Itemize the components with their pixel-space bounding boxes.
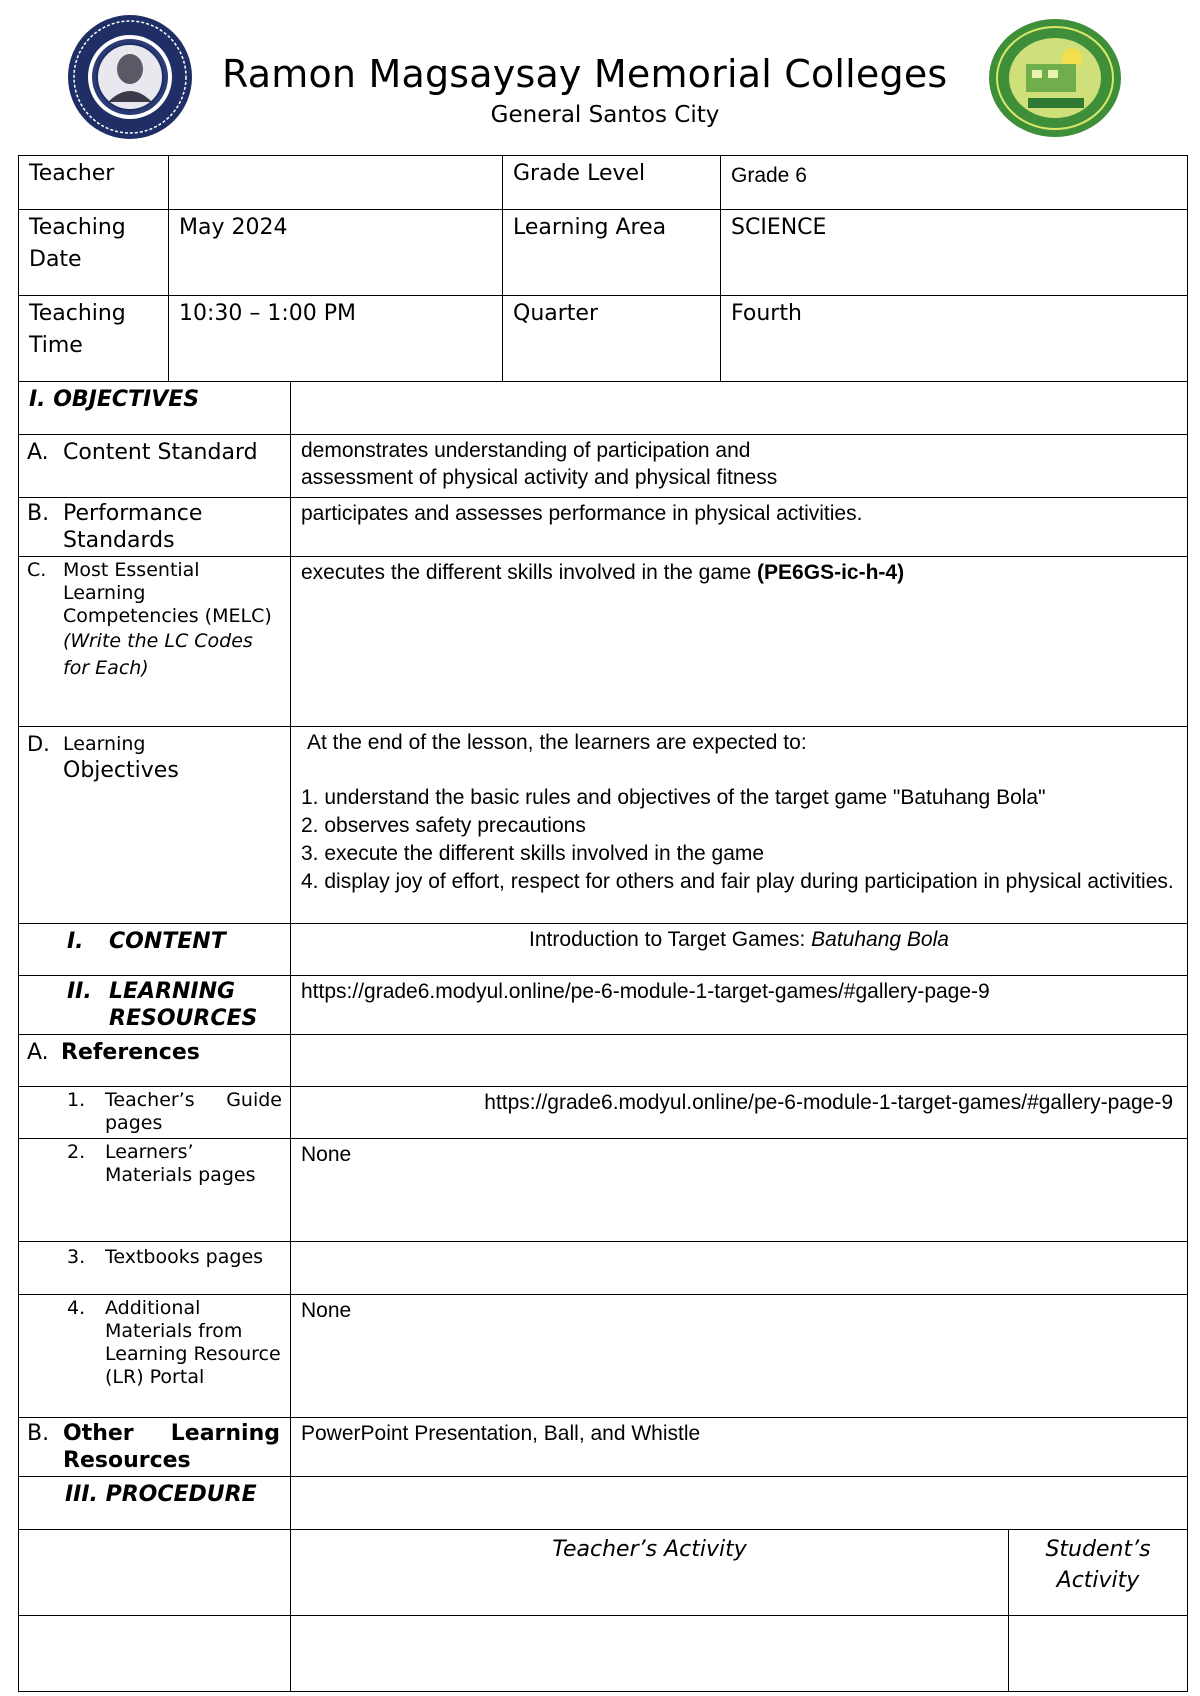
content-standard-line-1: demonstrates understanding of participation and — [301, 439, 751, 462]
content-value-italic: Batuhang Bola — [811, 928, 949, 951]
learners-materials-label — [19, 1139, 291, 1242]
melc-note: (Write the LC Codes for Each) — [63, 630, 253, 679]
procedure-row-student — [1009, 1616, 1188, 1692]
learning-area-label: Learning Area — [503, 210, 721, 296]
textbooks-text: Textbooks pages — [105, 1246, 264, 1268]
content-standard-label — [19, 435, 291, 498]
learning-area-value: SCIENCE — [721, 210, 1188, 296]
teacher-activity-header: Teacher’s Activity — [291, 1530, 1009, 1616]
teaching-date-label: Teaching Date — [19, 210, 169, 296]
objective-item-1: 1. understand the basic rules and objectives of the target game "Batuhang Bola" — [301, 786, 1046, 809]
learners-materials-value: None — [291, 1139, 1188, 1242]
content-value-text: Introduction to Target Games: — [529, 928, 812, 951]
teachers-guide-num: 1. — [67, 1089, 86, 1111]
learning-objectives-num: D. — [27, 732, 50, 756]
procedure-heading: III. PROCEDURE — [19, 1477, 291, 1530]
learning-objectives-value — [291, 727, 1188, 924]
learning-objectives-label — [19, 727, 291, 924]
content-num: I. — [67, 929, 84, 954]
teachers-guide-link[interactable]: https://grade6.modyul.online/pe-6-module-1-target-games/#gallery-page-9 — [291, 1087, 1188, 1139]
learning-resources-link[interactable]: https://grade6.modyul.online/pe-6-module-1-target-games/#gallery-page-9 — [291, 976, 1188, 1035]
teacher-label: Teacher — [19, 156, 169, 210]
grade-level-value: Grade 6 — [721, 156, 1188, 210]
content-standard-line-2: assessment of physical activity and physical fitness — [301, 466, 778, 489]
melc-code: (PE6GS-ic-h-4) — [757, 561, 905, 584]
teaching-time-label: Teaching Time — [19, 296, 169, 382]
additional-materials-num: 4. — [67, 1297, 86, 1319]
teacher-value — [169, 156, 503, 210]
additional-materials-value: None — [291, 1295, 1188, 1418]
lesson-plan-table — [18, 381, 1188, 1692]
melc-num: C. — [27, 559, 47, 581]
melc-value — [291, 557, 1188, 727]
learning-objectives-intro: At the end of the lesson, the learners are expected to: — [307, 731, 807, 754]
teaching-time-value: 10:30 – 1:00 PM — [169, 296, 503, 382]
learning-objectives-text: Objectives — [63, 758, 179, 783]
objectives-heading: I. OBJECTIVES — [19, 382, 291, 435]
learners-materials-num: 2. — [67, 1141, 86, 1163]
textbooks-num: 3. — [67, 1246, 86, 1268]
quarter-value: Fourth — [721, 296, 1188, 382]
objective-item-3: 3. execute the different skills involved in the game — [301, 842, 765, 865]
other-resources-value: PowerPoint Presentation, Ball, and Whistle — [291, 1418, 1188, 1477]
additional-materials-label — [19, 1295, 291, 1418]
grade-level-label: Grade Level — [503, 156, 721, 210]
references-text: References — [61, 1040, 200, 1065]
performance-standards-text: Performance Standards — [63, 501, 203, 553]
learning-resources-heading — [19, 976, 291, 1035]
textbooks-value — [291, 1242, 1188, 1295]
other-resources-num: B. — [27, 1421, 50, 1446]
content-standard-value — [291, 435, 1188, 498]
references-num: A. — [27, 1040, 49, 1065]
teachers-guide-label — [19, 1087, 291, 1139]
performance-standards-value: participates and assesses performance in physical activities. — [291, 498, 1188, 557]
procedure-row-teacher — [291, 1616, 1009, 1692]
procedure-empty-cell — [291, 1477, 1188, 1530]
objective-item-2: 2. observes safety precautions — [301, 814, 586, 837]
references-label — [19, 1035, 291, 1087]
performance-standards-num: B. — [27, 501, 50, 526]
learning-resources-title: LEARNING RESOURCES — [109, 979, 258, 1031]
objective-item-4: 4. display joy of effort, respect for others and fair play during participation in physical activities. — [301, 870, 1174, 893]
student-activity-header: Student’s Activity — [1009, 1530, 1188, 1616]
procedure-blank-cell — [19, 1530, 291, 1616]
learning-objectives-small-label: Learning — [63, 733, 146, 755]
content-standard-num: A. — [27, 440, 49, 465]
school-name: Ramon Magsaysay Memorial Colleges — [222, 52, 948, 96]
letterhead — [0, 0, 1200, 150]
melc-value-text: executes the different skills involved in the game — [301, 561, 758, 584]
other-resources-label — [19, 1418, 291, 1477]
teaching-date-value: May 2024 — [169, 210, 503, 296]
melc-text: Most Essential Learning Competencies (MELC) — [63, 559, 272, 627]
objectives-empty-cell — [291, 382, 1188, 435]
performance-standards-label — [19, 498, 291, 557]
melc-label — [19, 557, 291, 727]
quarter-label: Quarter — [503, 296, 721, 382]
references-empty-cell — [291, 1035, 1188, 1087]
other-resources-text: Other Learning Resources — [63, 1421, 280, 1473]
textbooks-label — [19, 1242, 291, 1295]
learning-resources-num: II. — [67, 979, 92, 1004]
teachers-guide-text: Teacher’s Guide pages — [105, 1089, 282, 1134]
content-title: CONTENT — [109, 929, 226, 954]
lesson-info-table — [18, 155, 1188, 382]
content-value — [291, 924, 1188, 976]
content-standard-text: Content Standard — [63, 440, 258, 465]
pacucoa-seal-logo — [988, 18, 1122, 138]
content-heading — [19, 924, 291, 976]
procedure-row-step — [19, 1616, 291, 1692]
school-city: General Santos City — [490, 102, 720, 128]
learners-materials-text: Learners’ Materials pages — [105, 1141, 256, 1186]
additional-materials-text: Additional Materials from Learning Resource (LR) Portal — [105, 1297, 281, 1388]
